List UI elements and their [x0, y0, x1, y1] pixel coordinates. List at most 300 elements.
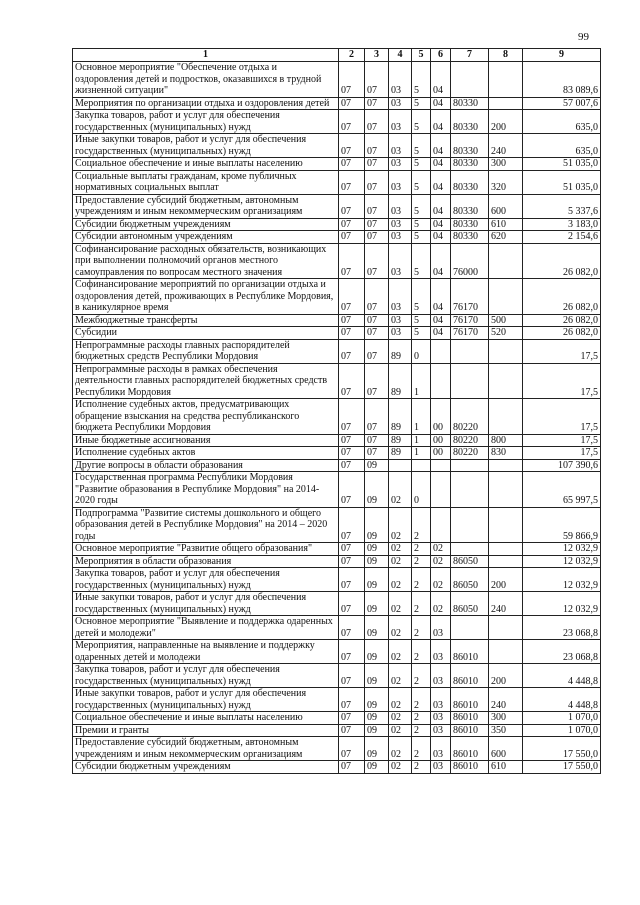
table-row [73, 737, 601, 761]
code-cell-6: 02 [431, 568, 451, 592]
code-cell-3: 09 [365, 616, 389, 640]
row-name-cell: Межбюджетные трансферты [73, 314, 339, 327]
row-name-cell: Предоставление субсидий бюджетным, автономным учреждениям и иным некоммерческим организациям [73, 194, 339, 218]
code-cell-2: 07 [339, 724, 365, 737]
amount-cell: 51 035,0 [523, 170, 601, 194]
code-cell-8 [489, 339, 523, 363]
code-cell-3: 07 [365, 158, 389, 171]
table-row [73, 616, 601, 640]
table-row [73, 62, 601, 98]
amount-cell: 17,5 [523, 339, 601, 363]
code-cell-6: 02 [431, 592, 451, 616]
code-cell-6: 04 [431, 158, 451, 171]
amount-cell: 107 390,6 [523, 459, 601, 472]
table-row [73, 555, 601, 568]
code-cell-8: 600 [489, 194, 523, 218]
code-cell-3: 09 [365, 472, 389, 508]
code-cell-4: 02 [389, 737, 412, 761]
code-cell-6: 04 [431, 314, 451, 327]
code-cell-5: 2 [412, 737, 431, 761]
code-cell-7 [451, 616, 489, 640]
table-body [73, 62, 601, 774]
code-cell-7: 76170 [451, 327, 489, 340]
code-cell-4: 02 [389, 640, 412, 664]
code-cell-6 [431, 507, 451, 543]
code-cell-5: 2 [412, 568, 431, 592]
row-name-cell: Основное мероприятие "Развитие общего образования" [73, 543, 339, 556]
code-cell-8 [489, 363, 523, 399]
code-cell-6: 04 [431, 97, 451, 110]
code-cell-3: 07 [365, 134, 389, 158]
table-row [73, 399, 601, 435]
code-cell-6 [431, 459, 451, 472]
code-cell-2: 07 [339, 231, 365, 244]
code-cell-8 [489, 279, 523, 315]
header-cell: 8 [489, 49, 523, 62]
code-cell-7 [451, 543, 489, 556]
code-cell-2: 07 [339, 568, 365, 592]
code-cell-2: 07 [339, 640, 365, 664]
amount-cell: 17,5 [523, 399, 601, 435]
code-cell-2: 07 [339, 327, 365, 340]
code-cell-8 [489, 97, 523, 110]
code-cell-7: 80220 [451, 447, 489, 460]
code-cell-3: 07 [365, 243, 389, 279]
code-cell-4: 02 [389, 761, 412, 774]
code-cell-4: 02 [389, 472, 412, 508]
code-cell-8: 200 [489, 664, 523, 688]
amount-cell: 1 070,0 [523, 724, 601, 737]
code-cell-3: 07 [365, 339, 389, 363]
amount-cell: 5 337,6 [523, 194, 601, 218]
table-row [73, 218, 601, 231]
code-cell-7: 80330 [451, 97, 489, 110]
amount-cell: 12 032,9 [523, 592, 601, 616]
row-name-cell: Социальное обеспечение и иные выплаты населению [73, 158, 339, 171]
code-cell-2: 07 [339, 664, 365, 688]
row-name-cell: Мероприятия по организации отдыха и оздоровления детей [73, 97, 339, 110]
code-cell-5: 1 [412, 434, 431, 447]
code-cell-5: 2 [412, 664, 431, 688]
row-name-cell: Исполнение судебных актов [73, 447, 339, 460]
code-cell-3: 07 [365, 279, 389, 315]
code-cell-2: 07 [339, 543, 365, 556]
row-name-cell: Государственная программа Республики Мордовия "Развитие образования в Республике Мордовия" на 2014-2020 годы [73, 472, 339, 508]
code-cell-3: 09 [365, 664, 389, 688]
code-cell-6: 00 [431, 434, 451, 447]
code-cell-3: 09 [365, 543, 389, 556]
amount-cell: 23 068,8 [523, 616, 601, 640]
code-cell-5: 2 [412, 507, 431, 543]
code-cell-2: 07 [339, 243, 365, 279]
row-name-cell: Иные закупки товаров, работ и услуг для обеспечения государственных (муниципальных) нужд [73, 134, 339, 158]
code-cell-3: 07 [365, 194, 389, 218]
table-row [73, 664, 601, 688]
code-cell-7: 86010 [451, 712, 489, 725]
code-cell-4: 02 [389, 688, 412, 712]
code-cell-4: 02 [389, 568, 412, 592]
code-cell-5: 1 [412, 363, 431, 399]
code-cell-7: 80330 [451, 231, 489, 244]
code-cell-4: 03 [389, 97, 412, 110]
row-name-cell: Закупка товаров, работ и услуг для обеспечения государственных (муниципальных) нужд [73, 110, 339, 134]
code-cell-5: 2 [412, 555, 431, 568]
code-cell-6: 03 [431, 761, 451, 774]
row-name-cell: Социальное обеспечение и иные выплаты населению [73, 712, 339, 725]
table-row [73, 568, 601, 592]
amount-cell: 635,0 [523, 134, 601, 158]
code-cell-5: 5 [412, 194, 431, 218]
code-cell-7: 80220 [451, 399, 489, 435]
table-row [73, 447, 601, 460]
code-cell-7 [451, 472, 489, 508]
code-cell-5: 1 [412, 447, 431, 460]
code-cell-5: 2 [412, 724, 431, 737]
code-cell-3: 09 [365, 640, 389, 664]
code-cell-8: 300 [489, 712, 523, 725]
code-cell-3: 09 [365, 592, 389, 616]
code-cell-4: 02 [389, 616, 412, 640]
code-cell-7: 80330 [451, 194, 489, 218]
code-cell-7: 86010 [451, 761, 489, 774]
row-name-cell: Основное мероприятие "Выявление и поддержка одаренных детей и молодежи" [73, 616, 339, 640]
table-row [73, 761, 601, 774]
code-cell-5: 1 [412, 399, 431, 435]
code-cell-3: 09 [365, 761, 389, 774]
code-cell-8 [489, 507, 523, 543]
amount-cell: 17,5 [523, 447, 601, 460]
code-cell-2: 07 [339, 761, 365, 774]
code-cell-8: 610 [489, 761, 523, 774]
amount-cell: 1 070,0 [523, 712, 601, 725]
code-cell-8: 320 [489, 170, 523, 194]
code-cell-6: 03 [431, 664, 451, 688]
row-name-cell: Закупка товаров, работ и услуг для обеспечения государственных (муниципальных) нужд [73, 568, 339, 592]
row-name-cell: Закупка товаров, работ и услуг для обеспечения государственных (муниципальных) нужд [73, 664, 339, 688]
table-row [73, 231, 601, 244]
amount-cell: 12 032,9 [523, 568, 601, 592]
code-cell-3: 07 [365, 399, 389, 435]
code-cell-6: 03 [431, 737, 451, 761]
code-cell-3: 09 [365, 507, 389, 543]
code-cell-8 [489, 543, 523, 556]
code-cell-5: 0 [412, 472, 431, 508]
code-cell-6: 03 [431, 712, 451, 725]
amount-cell: 83 089,6 [523, 62, 601, 98]
code-cell-5: 2 [412, 688, 431, 712]
row-name-cell: Субсидии автономным учреждениям [73, 231, 339, 244]
code-cell-6: 03 [431, 640, 451, 664]
header-cell: 5 [412, 49, 431, 62]
code-cell-7: 76170 [451, 314, 489, 327]
code-cell-7: 86010 [451, 737, 489, 761]
code-cell-3: 07 [365, 434, 389, 447]
code-cell-3: 07 [365, 314, 389, 327]
code-cell-5: 2 [412, 616, 431, 640]
amount-cell: 4 448,8 [523, 664, 601, 688]
amount-cell: 59 866,9 [523, 507, 601, 543]
row-name-cell: Другие вопросы в области образования [73, 459, 339, 472]
code-cell-2: 07 [339, 555, 365, 568]
code-cell-5: 5 [412, 158, 431, 171]
code-cell-2: 07 [339, 339, 365, 363]
amount-cell: 26 082,0 [523, 243, 601, 279]
code-cell-6: 04 [431, 231, 451, 244]
code-cell-2: 07 [339, 434, 365, 447]
code-cell-6: 04 [431, 279, 451, 315]
table-row [73, 434, 601, 447]
header-cell: 4 [389, 49, 412, 62]
code-cell-7: 86010 [451, 640, 489, 664]
row-name-cell: Субсидии бюджетным учреждениям [73, 218, 339, 231]
code-cell-7: 80330 [451, 218, 489, 231]
code-cell-8: 620 [489, 231, 523, 244]
code-cell-8: 520 [489, 327, 523, 340]
code-cell-7: 80330 [451, 158, 489, 171]
code-cell-5: 0 [412, 339, 431, 363]
code-cell-5: 5 [412, 97, 431, 110]
table-row [73, 640, 601, 664]
code-cell-7: 86010 [451, 664, 489, 688]
code-cell-4: 02 [389, 664, 412, 688]
code-cell-4: 03 [389, 314, 412, 327]
row-name-cell: Предоставление субсидий бюджетным, автономным учреждениям и иным некоммерческим организациям [73, 737, 339, 761]
amount-cell: 12 032,9 [523, 543, 601, 556]
table-row [73, 314, 601, 327]
code-cell-8 [489, 62, 523, 98]
row-name-cell: Иные закупки товаров, работ и услуг для обеспечения государственных (муниципальных) нужд [73, 688, 339, 712]
code-cell-6: 03 [431, 724, 451, 737]
code-cell-2: 07 [339, 170, 365, 194]
code-cell-3: 09 [365, 737, 389, 761]
row-name-cell: Субсидии [73, 327, 339, 340]
code-cell-2: 07 [339, 110, 365, 134]
row-name-cell: Непрограммные расходы главных распорядителей бюджетных средств Республики Мордовия [73, 339, 339, 363]
code-cell-3: 07 [365, 62, 389, 98]
code-cell-8 [489, 472, 523, 508]
code-cell-3: 09 [365, 555, 389, 568]
row-name-cell: Подпрограмма "Развитие системы дошкольного и общего образования детей в Республике Мордовия" на 2014 – 2020 годы [73, 507, 339, 543]
code-cell-7 [451, 363, 489, 399]
row-name-cell: Мероприятия в области образования [73, 555, 339, 568]
code-cell-6 [431, 339, 451, 363]
code-cell-6: 03 [431, 616, 451, 640]
code-cell-3: 09 [365, 688, 389, 712]
code-cell-7: 86050 [451, 592, 489, 616]
amount-cell: 3 183,0 [523, 218, 601, 231]
code-cell-7: 86010 [451, 724, 489, 737]
code-cell-3: 07 [365, 97, 389, 110]
code-cell-2: 07 [339, 447, 365, 460]
code-cell-2: 07 [339, 507, 365, 543]
code-cell-8: 240 [489, 688, 523, 712]
code-cell-7: 86050 [451, 568, 489, 592]
code-cell-7 [451, 339, 489, 363]
code-cell-2: 07 [339, 218, 365, 231]
code-cell-4: 02 [389, 555, 412, 568]
code-cell-3: 07 [365, 170, 389, 194]
code-cell-8: 600 [489, 737, 523, 761]
code-cell-5: 2 [412, 712, 431, 725]
table-row [73, 110, 601, 134]
code-cell-3: 09 [365, 712, 389, 725]
code-cell-3: 07 [365, 447, 389, 460]
code-cell-4: 02 [389, 724, 412, 737]
code-cell-3: 07 [365, 218, 389, 231]
row-name-cell: Иные бюджетные ассигнования [73, 434, 339, 447]
code-cell-6 [431, 472, 451, 508]
code-cell-7: 80330 [451, 134, 489, 158]
code-cell-2: 07 [339, 399, 365, 435]
code-cell-2: 07 [339, 158, 365, 171]
code-cell-6: 04 [431, 194, 451, 218]
code-cell-6: 04 [431, 243, 451, 279]
code-cell-8: 610 [489, 218, 523, 231]
amount-cell: 51 035,0 [523, 158, 601, 171]
code-cell-5: 2 [412, 640, 431, 664]
code-cell-7 [451, 459, 489, 472]
table-row [73, 134, 601, 158]
code-cell-4: 89 [389, 399, 412, 435]
table-row [73, 459, 601, 472]
code-cell-3: 09 [365, 724, 389, 737]
code-cell-4: 03 [389, 279, 412, 315]
table-row [73, 327, 601, 340]
table-row [73, 507, 601, 543]
code-cell-2: 07 [339, 688, 365, 712]
amount-cell: 17 550,0 [523, 761, 601, 774]
code-cell-2: 07 [339, 62, 365, 98]
code-cell-7: 86050 [451, 555, 489, 568]
code-cell-2: 07 [339, 712, 365, 725]
code-cell-8: 300 [489, 158, 523, 171]
code-cell-8 [489, 399, 523, 435]
table-row [73, 279, 601, 315]
code-cell-4: 03 [389, 158, 412, 171]
code-cell-6 [431, 363, 451, 399]
code-cell-7: 80330 [451, 110, 489, 134]
header-cell: 1 [73, 49, 339, 62]
code-cell-5: 2 [412, 761, 431, 774]
code-cell-3: 07 [365, 231, 389, 244]
code-cell-5 [412, 459, 431, 472]
code-cell-4: 89 [389, 447, 412, 460]
code-cell-5: 2 [412, 592, 431, 616]
code-cell-6: 03 [431, 688, 451, 712]
amount-cell: 17,5 [523, 363, 601, 399]
row-name-cell: Софинансирование расходных обязательств, возникающих при выполнении полномочий органов местного самоуправления по вопросам местного значения [73, 243, 339, 279]
code-cell-2: 07 [339, 592, 365, 616]
code-cell-4: 03 [389, 231, 412, 244]
code-cell-8: 200 [489, 110, 523, 134]
code-cell-7: 80220 [451, 434, 489, 447]
code-cell-8: 350 [489, 724, 523, 737]
code-cell-2: 07 [339, 472, 365, 508]
row-name-cell: Субсидии бюджетным учреждениям [73, 761, 339, 774]
code-cell-4: 02 [389, 592, 412, 616]
code-cell-2: 07 [339, 279, 365, 315]
code-cell-6: 04 [431, 170, 451, 194]
code-cell-4 [389, 459, 412, 472]
table-row [73, 688, 601, 712]
code-cell-7: 86010 [451, 688, 489, 712]
code-cell-3: 09 [365, 459, 389, 472]
code-cell-6: 04 [431, 218, 451, 231]
code-cell-6: 00 [431, 399, 451, 435]
code-cell-6: 04 [431, 110, 451, 134]
table-row [73, 194, 601, 218]
code-cell-2: 07 [339, 314, 365, 327]
code-cell-8 [489, 640, 523, 664]
code-cell-4: 03 [389, 62, 412, 98]
code-cell-4: 03 [389, 243, 412, 279]
code-cell-5: 5 [412, 243, 431, 279]
code-cell-2: 07 [339, 737, 365, 761]
header-cell: 7 [451, 49, 489, 62]
code-cell-6: 02 [431, 543, 451, 556]
budget-table [72, 48, 601, 774]
row-name-cell: Непрограммные расходы в рамках обеспечения деятельности главных распорядителей бюджетных средств Республики Мордовия [73, 363, 339, 399]
code-cell-5: 5 [412, 279, 431, 315]
code-cell-7: 76170 [451, 279, 489, 315]
code-cell-8: 200 [489, 568, 523, 592]
table-row [73, 339, 601, 363]
code-cell-6: 04 [431, 327, 451, 340]
code-cell-4: 03 [389, 327, 412, 340]
code-cell-3: 07 [365, 363, 389, 399]
code-cell-4: 02 [389, 543, 412, 556]
code-cell-2: 07 [339, 616, 365, 640]
code-cell-8 [489, 616, 523, 640]
code-cell-7: 80330 [451, 170, 489, 194]
code-cell-4: 02 [389, 507, 412, 543]
code-cell-5: 5 [412, 134, 431, 158]
row-name-cell: Социальные выплаты гражданам, кроме публичных нормативных социальных выплат [73, 170, 339, 194]
row-name-cell: Софинансирование мероприятий по организации отдыха и оздоровления детей, проживающих в Республике Мордовия, в каникулярное время [73, 279, 339, 315]
code-cell-6: 04 [431, 62, 451, 98]
code-cell-2: 07 [339, 134, 365, 158]
amount-cell: 26 082,0 [523, 314, 601, 327]
amount-cell: 17,5 [523, 434, 601, 447]
table-row [73, 97, 601, 110]
code-cell-6: 02 [431, 555, 451, 568]
amount-cell: 2 154,6 [523, 231, 601, 244]
code-cell-8: 830 [489, 447, 523, 460]
table-row [73, 170, 601, 194]
code-cell-7 [451, 62, 489, 98]
code-cell-4: 89 [389, 363, 412, 399]
code-cell-2: 07 [339, 97, 365, 110]
code-cell-3: 09 [365, 568, 389, 592]
row-name-cell: Премии и гранты [73, 724, 339, 737]
code-cell-5: 5 [412, 231, 431, 244]
table-row [73, 363, 601, 399]
code-cell-2: 07 [339, 194, 365, 218]
code-cell-5: 5 [412, 62, 431, 98]
code-cell-3: 07 [365, 327, 389, 340]
code-cell-4: 89 [389, 339, 412, 363]
code-cell-8 [489, 459, 523, 472]
code-cell-5: 2 [412, 543, 431, 556]
table-row [73, 243, 601, 279]
amount-cell: 26 082,0 [523, 327, 601, 340]
amount-cell: 12 032,9 [523, 555, 601, 568]
code-cell-8 [489, 243, 523, 279]
code-cell-4: 03 [389, 218, 412, 231]
table-row [73, 712, 601, 725]
code-cell-5: 5 [412, 327, 431, 340]
table-row [73, 472, 601, 508]
